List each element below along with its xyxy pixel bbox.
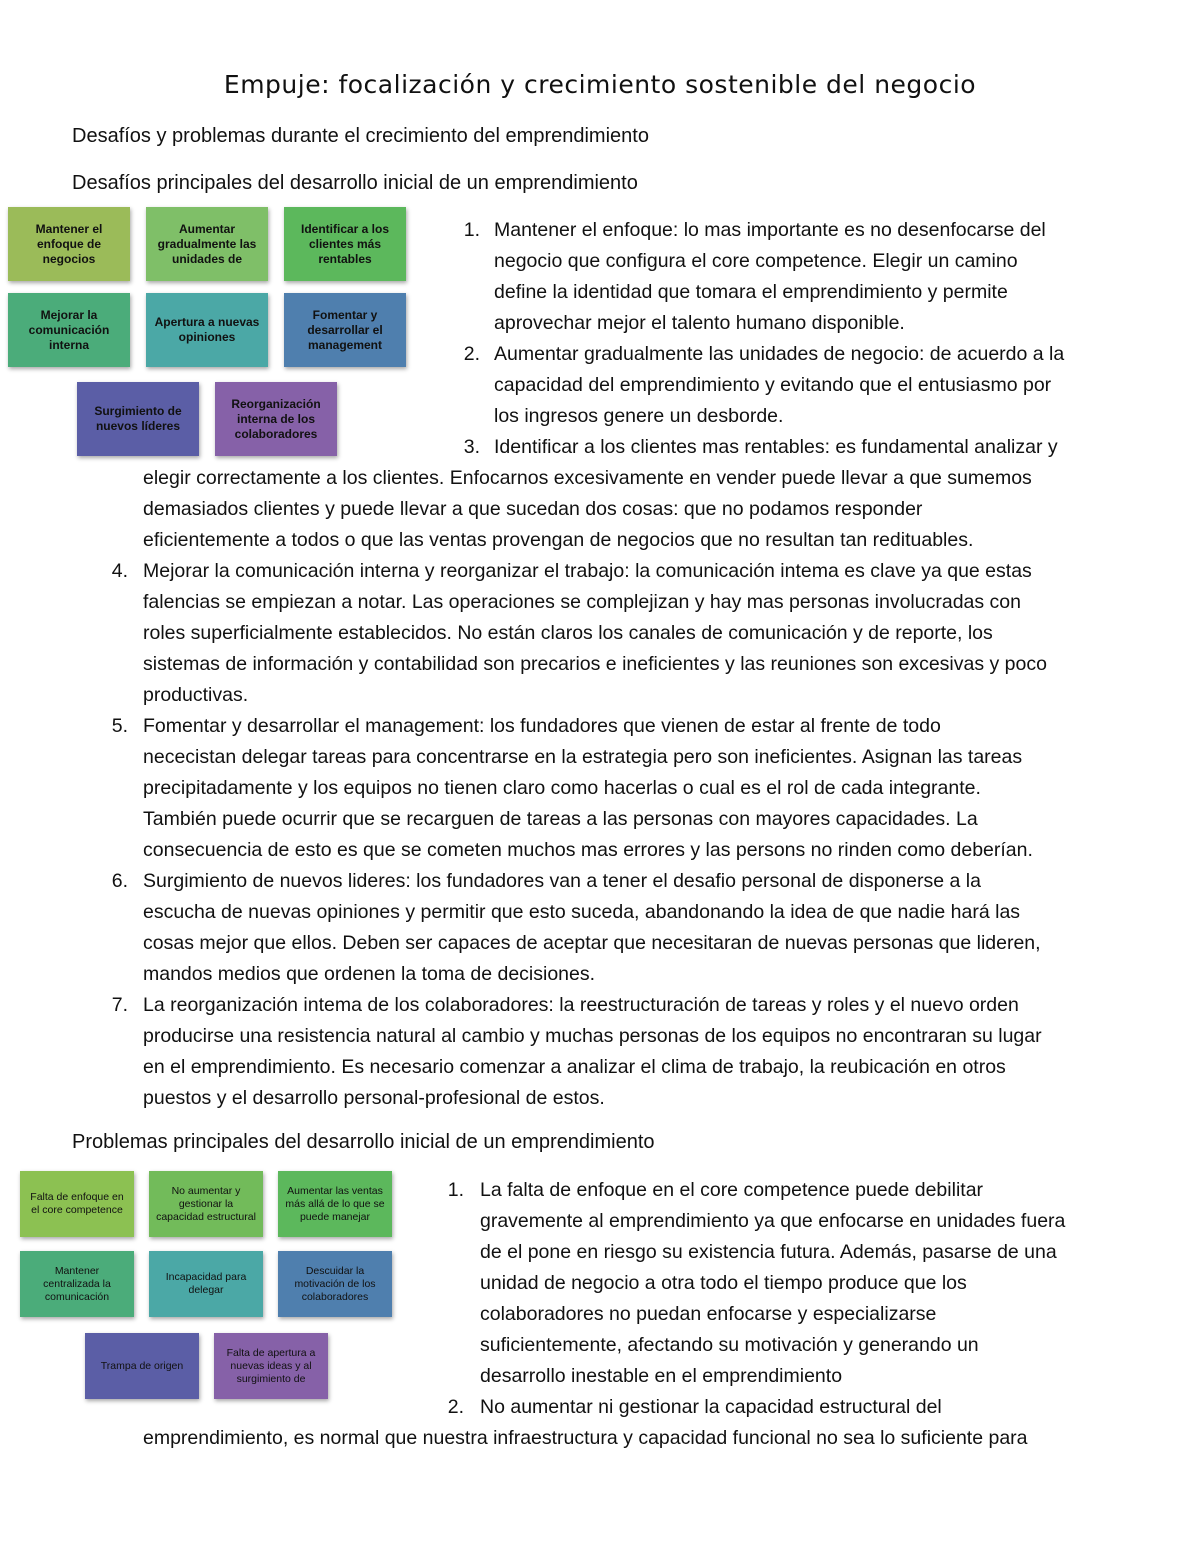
list-item-2: Aumentar gradualmente las unidades de negocio: de acuerdo a la capacidad del emprendimiento y evitando que el entusiasmo por los ingresos genere un desborde. [494, 343, 1065, 427]
diagram-box: No aumentar y gestionar la capacidad estructural [149, 1171, 263, 1237]
list-number: 2. [463, 343, 480, 365]
list-item-1: Mantener el enfoque: lo mas importante es no desenfocarse del negocio que configura el core competence. Elegir un camino define la identidad que tomara el emprendimiento y permite aprovechar mejor el talento humano disponible. [494, 219, 1046, 334]
problems-diagram [10, 1163, 400, 1408]
list-number: 5. [111, 715, 128, 737]
problem-item-2-continued: emprendimiento, es normal que nuestra infraestructura y capacidad funcional no sea lo suficiente para [143, 1427, 1028, 1449]
diagram-box: Apertura a nuevas opiniones [146, 293, 268, 367]
diagram-box: Surgimiento de nuevos líderes [77, 382, 199, 456]
list-number: 1. [463, 219, 480, 241]
challenges-diagram [0, 200, 420, 462]
list-item-7: La reorganización intema de los colaboradores: la reestructuración de tareas y roles y el nuevo orden producirse una resistencia natural al cambio y muchas personas de los equipos no encontraran su lugar en el emprendimiento. Es necesario comenzar a analizar el clima de trabajo, la reubicación en otros puestos y el desarrollo personal-profesional de estos. [143, 994, 1042, 1109]
list-number: 4. [111, 560, 128, 582]
diagram-box: Aumentar gradualmente las unidades de [146, 207, 268, 281]
diagram-box: Falta de enfoque en el core competence [20, 1171, 134, 1237]
diagram-box: Falta de apertura a nuevas ideas y al surgimiento de [214, 1333, 328, 1399]
list-number: 2. [447, 1396, 464, 1418]
section-heading: Desafíos y problemas durante el crecimiento del emprendimiento [72, 125, 649, 147]
diagram-box: Descuidar la motivación de los colaboradores [278, 1251, 392, 1317]
diagram-box: Aumentar las ventas más allá de lo que se puede manejar [278, 1171, 392, 1237]
diagram-box: Fomentar y desarrollar el management [284, 293, 406, 367]
diagram-box: Incapacidad para delegar [149, 1251, 263, 1317]
page-title: Empuje: focalización y crecimiento sostenible del negocio [223, 70, 977, 99]
problem-item-2: No aumentar ni gestionar la capacidad estructural del [480, 1396, 942, 1418]
list-item-5: Fomentar y desarrollar el management: los fundadores que vienen de estar al frente de todo nececistan delegar tareas para concentrarse en la estrategia pero son ineficientes. Asignan las tareas precipitadamente y los equipos no tienen claro como hacerlas o cual es el rol de cada integrante. También puede ocurrir que se recarguen de tareas a las personas con mayores capacidades. La consecuencia de esto es que se cometen muchos mas errores y las persons no rinden como deberían. [143, 715, 1033, 861]
list-item-6: Surgimiento de nuevos lideres: los fundadores van a tener el desafio personal de disponerse a la escucha de nuevas opiniones y permitir que esto suceda, abandonando la idea de que nadie hará las cosas mejor que ellos. Deben ser capaces de aceptar que necesitaran de nuevas personas que lideren, mandos medios que ordenen la toma de decisiones. [143, 870, 1041, 985]
diagram-box: Trampa de origen [85, 1333, 199, 1399]
diagram-box: Mantener el enfoque de negocios [8, 207, 130, 281]
diagram-box: Reorganización interna de los colaboradores [215, 382, 337, 456]
list-number: 1. [447, 1179, 464, 1201]
list-item-3-continued: elegir correctamente a los clientes. Enfocarnos excesivamente en vender puede llevar a que sumemos demasiados clientes y puede llevar a que sucedan dos cosas: que no podamos responder eficientemente a todos o que las ventas provengan de negocios que no resultan tan redituables. [143, 467, 1032, 551]
list-item-4: Mejorar la comunicación interna y reorganizar el trabajo: la comunicación intema es clave ya que estas falencias se empiezan a notar. Las operaciones se complejizan y hay mas personas involucradas con roles superficialmente establecidos. No están claros los canales de comunicación y de reporte, los sistemas de información y contabilidad son precarios e ineficientes y las reuniones son excesivas y poco productivas. [143, 560, 1047, 706]
diagram-box: Identificar a los clientes más rentables [284, 207, 406, 281]
list-number: 7. [111, 994, 128, 1016]
list-number: 6. [111, 870, 128, 892]
subsection-heading-problems: Problemas principales del desarrollo inicial de un emprendimiento [72, 1131, 655, 1153]
diagram-box: Mejorar la comunicación interna [8, 293, 130, 367]
list-item-3: Identificar a los clientes mas rentables: es fundamental analizar y [494, 436, 1058, 458]
problem-item-1: La falta de enfoque en el core competence puede debilitar gravemente al emprendimiento ya que enfocarse en unidades fuera de el pone en riesgo su existencia futura. Además, pasarse de una unidad de negocio a otra todo el tiempo produce que los colaboradores no puedan enfocarse y especializarse suficientemente, afectando su motivación y generando un desarrollo inestable en el emprendimiento [480, 1179, 1066, 1387]
list-number: 3. [463, 436, 480, 458]
subsection-heading-challenges: Desafíos principales del desarrollo inicial de un emprendimiento [72, 172, 638, 194]
diagram-box: Mantener centralizada la comunicación [20, 1251, 134, 1317]
